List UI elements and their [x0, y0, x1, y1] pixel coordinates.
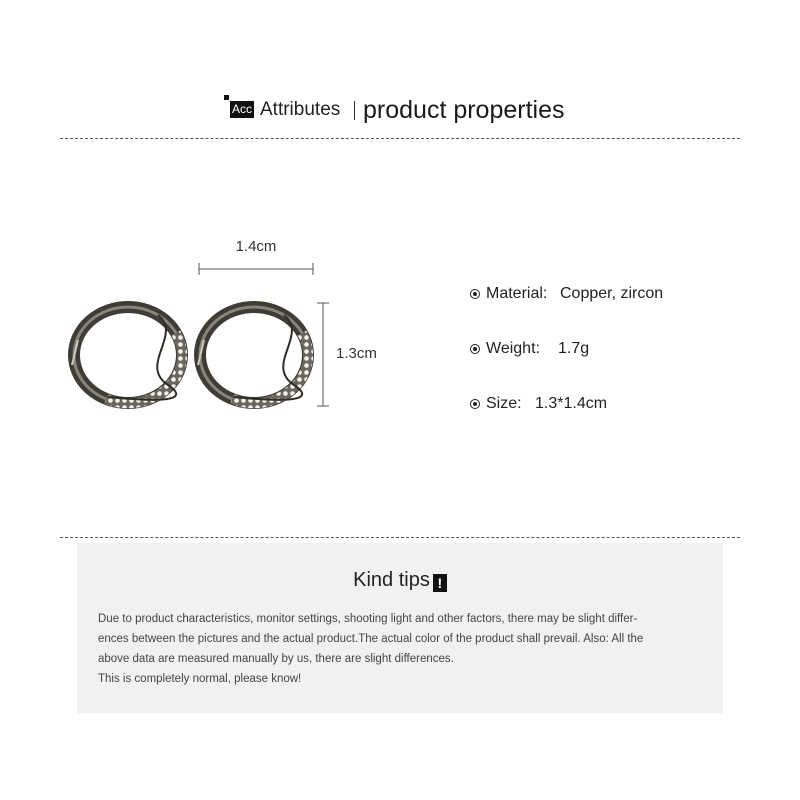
property-value: 1.3*1.4cm	[535, 395, 608, 412]
attributes-label: Attributes	[260, 99, 341, 120]
height-dimension-line	[317, 303, 329, 406]
tips-line: This is completely normal, please know!	[98, 673, 302, 685]
top-divider	[60, 138, 740, 139]
section-header	[0, 92, 800, 132]
earrings-product-image	[60, 258, 340, 418]
tips-line: Due to product characteristics, monitor settings, shooting light and other factors, there may be slight differ-	[98, 613, 638, 625]
title-separator	[354, 101, 355, 120]
bullet-icon	[470, 289, 480, 299]
height-dimension-label: 1.3cm	[336, 345, 377, 362]
tips-line: above data are measured manually by us, there are slight differences.	[98, 653, 454, 665]
property-label: Weight:	[486, 340, 540, 357]
tips-line: ences between the pictures and the actual product.The actual color of the product shall prevail. Also: All the	[98, 633, 644, 645]
tips-title	[77, 567, 723, 593]
width-dimension-label: 1.4cm	[235, 238, 277, 255]
tips-body	[98, 609, 708, 689]
width-dimension-line	[199, 263, 313, 275]
tips-title-text: Kind tips	[353, 569, 430, 591]
exclamation-icon: !	[433, 574, 447, 592]
left-hoop-earring	[72, 307, 182, 403]
right-hoop-earring	[198, 307, 308, 403]
bullet-icon	[470, 344, 480, 354]
bottom-divider	[60, 537, 740, 538]
bullet-icon	[470, 399, 480, 409]
kind-tips-panel	[77, 543, 723, 713]
corner-mark	[224, 95, 229, 100]
property-label: Size:	[486, 395, 522, 412]
acc-badge: Acc	[232, 102, 253, 116]
property-value: Copper, zircon	[560, 285, 664, 302]
page-title: product properties	[363, 96, 565, 124]
property-value: 1.7g	[558, 340, 590, 357]
property-label: Material:	[486, 285, 548, 302]
